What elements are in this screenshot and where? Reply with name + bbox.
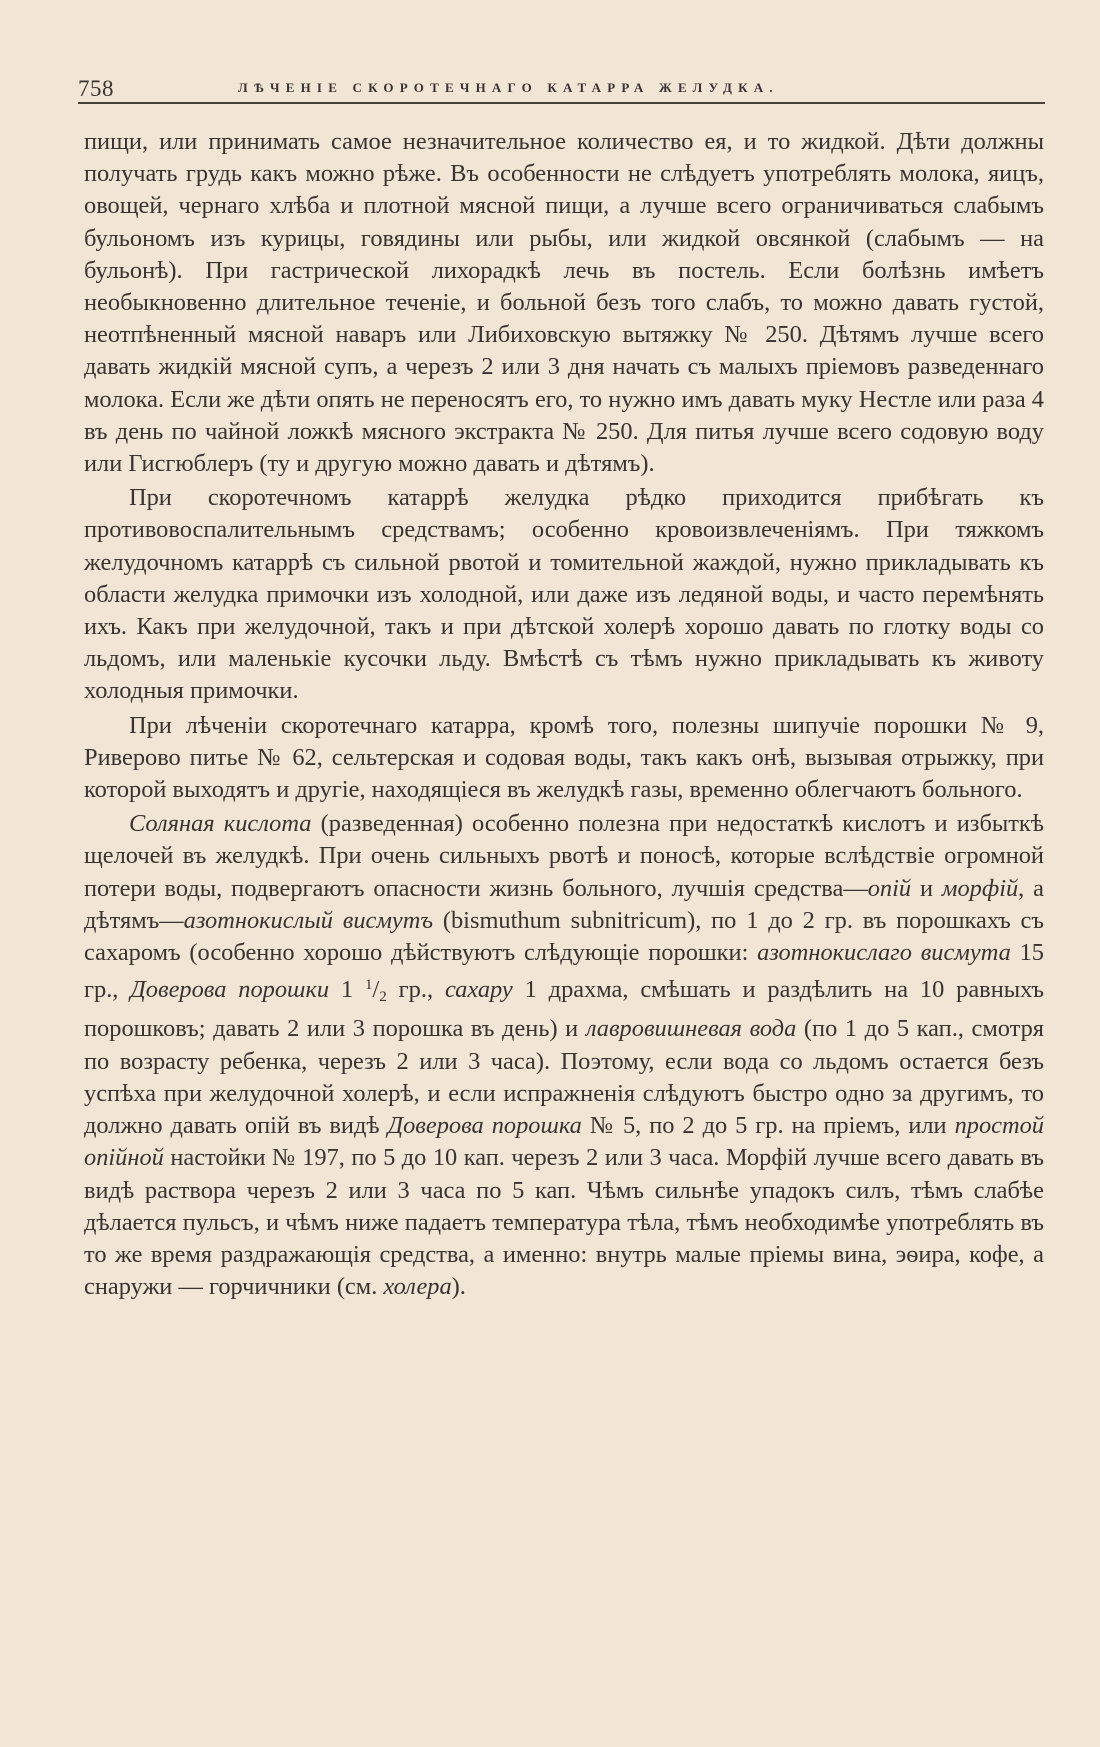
fraction-slash: /: [372, 976, 380, 1004]
italic-term: опій: [867, 874, 912, 902]
italic-term: азотнокислый висмутъ: [183, 906, 434, 934]
paragraph-2: При скоротечномъ катаррѣ желудка рѣдко приходится прибѣгать къ противовоспалительнымъ средствамъ; особенно кровоизвлеченіямъ. При тяжкомъ желудочномъ катаррѣ съ сильной рвотой и томительной жаждой, нужно прикладывать къ области желудка примочки изъ холодной, или даже изъ ледяной воды, и часто перемѣнять ихъ. Какъ при желудочной, такъ и при дѣтской холерѣ хорошо давать по глотку воды со льдомъ, или маленькіе кусочки льду. Вмѣстѣ съ тѣмъ нужно прикладывать къ животу холодныя примочки.: [84, 484, 1044, 705]
paragraph-1: пищи, или принимать самое незначительное количество ея, и то жидкой. Дѣти должны получать грудь какъ можно рѣже. Въ особенности не слѣдуетъ употреблять молока, яицъ, овощей, чернаго хлѣба и плотной мясной пищи, а лучше всего ограничиваться слабымъ бульономъ изъ курицы, говядины или рыбы, или жидкой овсянкой (слабымъ — на бульонѣ). При гастрической лихорадкѣ лечь въ постель. Если болѣзнь имѣетъ необыкновенно длительное теченіе, и больной безъ того слабъ, то можно давать густой, неотпѣненный мясной наваръ или Либиховскую вытяжку № 250. Дѣтямъ лучше всего давать жидкій мясной супъ, а черезъ 2 или 3 дня начать съ малыхъ пріемовъ разведеннаго молока. Если же дѣти опять не переносятъ его, то нужно имъ давать муку Нестле или раза 4 въ день по чайной ложкѣ мясного экстракта № 250. Для питья лучше всего содовую воду или Гисгюблеръ (ту и другую можно давать и дѣтямъ).: [84, 128, 1044, 478]
italic-term: морфій: [941, 874, 1019, 902]
paragraph-text: ).: [451, 1273, 466, 1301]
body-text: [84, 126, 1044, 1305]
page-header: [78, 74, 1045, 104]
italic-term: азотнокислаго висмута: [757, 939, 1011, 967]
paragraph-text: (разведенная) особенно полезна при недостаткѣ кислотъ и избыткѣ щелочей въ желудкѣ. При очень сильныхъ рвотѣ и поносѣ, которые вслѣдствіе огромной потери воды, подвергаютъ опасности жизнь больного, лучшія средства—: [84, 810, 1044, 902]
paragraph-text: 15 гр.,: [84, 939, 1044, 1004]
paragraph-text: и: [911, 874, 942, 902]
italic-term: простой опійной: [84, 1112, 1044, 1172]
italic-term: холера: [383, 1273, 452, 1301]
paragraph-text: № 5, по 2 до 5 гр. на пріемъ, или: [581, 1112, 955, 1140]
paragraph-text: настойки № 197, по 5 до 10 кап. черезъ 2 или 3 часа. Морфій лучше всего давать въ видѣ раствора черезъ 2 или 3 часа по 5 кап. Чѣмъ сильнѣе упадокъ силъ, тѣмъ слабѣе дѣлается пульсъ, и чѣмъ ниже падаетъ температура тѣла, тѣмъ необходимѣе употреблять въ то же время раздражающія средства, а именно: внутрь малые пріемы вина, эѳира, кофе, а снаружи — горчичники (см.: [84, 1144, 1044, 1301]
fraction-denominator: 2: [379, 989, 387, 1006]
fraction-numerator: 1: [365, 977, 373, 994]
paragraph-text: 1 драхма, смѣшать и раздѣлить на 10 равныхъ порошковъ; давать 2 или 3 порошка въ день) и: [84, 976, 1045, 1043]
running-title: ЛѢЧЕНІЕ СКОРОТЕЧНАГО КАТАРРА ЖЕЛУДКА.: [238, 80, 779, 95]
italic-term: Соляная кислота: [129, 810, 312, 838]
paragraph-text: , а дѣтямъ—: [84, 874, 1044, 934]
italic-term: сахару: [444, 976, 513, 1004]
paragraph-text: 1: [329, 976, 366, 1004]
paragraph-text: гр.,: [386, 976, 445, 1004]
paragraph-text: (bismuthum subnitricum), по 1 до 2 гр. въ порошкахъ съ сахаромъ (особенно хорошо дѣйствуютъ слѣдующіе порошки:: [84, 906, 1044, 967]
italic-term: Доверова порошки: [130, 976, 330, 1004]
page-number: 758: [78, 76, 114, 101]
italic-term: лавровишневая вода: [585, 1015, 797, 1043]
italic-term: Доверова порошка: [387, 1112, 582, 1140]
paragraph-text: (по 1 до 5 кап., смотря по возрасту ребенка, черезъ 2 или 3 часа). Поэтому, если вода со льдомъ остается безъ успѣха при желудочной холерѣ, и если испражненія слѣдуютъ быстро одно за другимъ, то должно давать опій въ видѣ: [84, 1015, 1045, 1140]
paragraph-4: [84, 808, 1044, 1303]
paragraph-3: При лѣченіи скоротечнаго катарра, кромѣ того, полезны шипучіе порошки № 9, Риверово питье № 62, сельтерская и содовая воды, такъ какъ онѣ, вызывая отрыжку, при которой выходятъ и другіе, находящіеся въ желудкѣ газы, временно облегчаютъ больного.: [84, 711, 1044, 804]
